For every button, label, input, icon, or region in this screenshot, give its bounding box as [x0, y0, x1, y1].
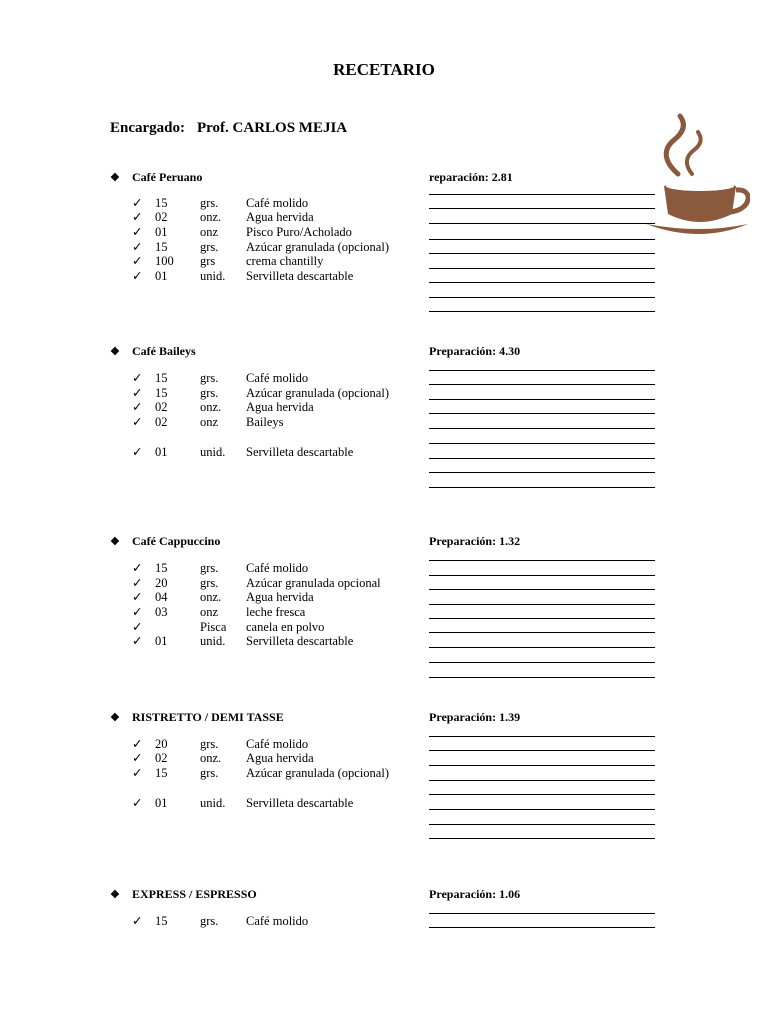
check-mark-icon: ✓	[132, 225, 143, 239]
writing-line	[429, 268, 655, 269]
check-mark-icon: ✓	[132, 269, 143, 283]
check-mark-icon: ✓	[132, 914, 143, 928]
ingredient-unit: grs.	[200, 386, 219, 400]
writing-line	[429, 297, 655, 298]
ingredient-unit: onz.	[200, 400, 222, 414]
writing-line	[429, 780, 655, 781]
ingredient-quantity: 100	[155, 254, 174, 268]
writing-line	[429, 618, 655, 619]
writing-line	[429, 223, 655, 224]
ingredient-description: Azúcar granulada (opcional)	[246, 386, 389, 400]
ingredient-unit: grs.	[200, 196, 219, 210]
ingredient-description: Agua hervida	[246, 400, 314, 414]
ingredient-quantity: 15	[155, 914, 168, 928]
ingredient-description: canela en polvo	[246, 620, 325, 634]
preparation-time: reparación: 2.81	[429, 170, 513, 184]
check-mark-icon: ✓	[132, 590, 143, 604]
ingredient-quantity: 15	[155, 766, 168, 780]
recipe-title: Café Baileys	[132, 344, 196, 358]
ingredient-description: Agua hervida	[246, 210, 314, 224]
document-title: RECETARIO	[333, 60, 435, 79]
ingredient-unit: onz.	[200, 210, 222, 224]
ingredient-unit: grs.	[200, 737, 219, 751]
ingredient-row	[0, 766, 768, 781]
check-mark-icon: ✓	[132, 386, 143, 400]
check-mark-icon: ✓	[132, 766, 143, 780]
ingredient-unit: onz.	[200, 751, 222, 765]
writing-line	[429, 604, 655, 605]
check-mark-icon: ✓	[132, 561, 143, 575]
ingredient-quantity: 03	[155, 605, 168, 619]
ingredient-quantity: 01	[155, 445, 168, 459]
ingredient-quantity: 20	[155, 576, 168, 590]
ingredient-row	[0, 590, 768, 605]
writing-line	[429, 765, 655, 766]
writing-line	[429, 809, 655, 810]
ingredient-description: leche fresca	[246, 605, 306, 619]
writing-line	[429, 239, 655, 240]
ingredient-unit: onz	[200, 605, 219, 619]
check-mark-icon: ✓	[132, 634, 143, 648]
recipe-title: EXPRESS / ESPRESSO	[132, 887, 257, 901]
ingredient-unit: grs.	[200, 561, 219, 575]
check-mark-icon: ✓	[132, 371, 143, 385]
ingredient-description: Baileys	[246, 415, 284, 429]
ingredient-unit: grs.	[200, 576, 219, 590]
ingredient-unit: grs.	[200, 766, 219, 780]
ingredient-description: Azúcar granulada (opcional)	[246, 766, 389, 780]
ingredient-quantity: 02	[155, 400, 168, 414]
writing-line	[429, 253, 655, 254]
writing-line	[429, 647, 655, 648]
check-mark-icon: ✓	[132, 605, 143, 619]
check-mark-icon: ✓	[132, 737, 143, 751]
recipe-name	[110, 710, 284, 725]
ingredient-unit: grs.	[200, 914, 219, 928]
ingredient-description: Agua hervida	[246, 590, 314, 604]
check-mark-icon: ✓	[132, 210, 143, 224]
check-mark-icon: ✓	[132, 400, 143, 414]
recipe-title: RISTRETTO / DEMI TASSE	[132, 710, 284, 724]
ingredient-description: Servilleta descartable	[246, 634, 354, 648]
ingredient-quantity: 15	[155, 196, 168, 210]
writing-line	[429, 208, 655, 209]
ingredient-unit: unid.	[200, 445, 226, 459]
ingredient-description: Pisco Puro/Acholado	[246, 225, 352, 239]
ingredient-description: Café molido	[246, 914, 309, 928]
ingredient-description: Café molido	[246, 737, 309, 751]
writing-line	[429, 384, 655, 385]
manager-name: Prof. CARLOS MEJIA	[197, 120, 348, 136]
ingredient-description: Café molido	[246, 371, 309, 385]
recipe-name	[110, 887, 257, 902]
writing-line	[429, 824, 655, 825]
check-mark-icon: ✓	[132, 751, 143, 765]
ingredient-row	[0, 225, 768, 240]
check-mark-icon: ✓	[132, 576, 143, 590]
writing-line	[429, 443, 655, 444]
diamond-bullet-icon: ❖	[110, 889, 120, 901]
ingredient-description: Café molido	[246, 561, 309, 575]
writing-line	[429, 589, 655, 590]
ingredient-quantity: 01	[155, 269, 168, 283]
recipe-name	[110, 170, 202, 185]
preparation-time: Preparación: 1.06	[429, 887, 521, 901]
writing-line	[429, 282, 655, 283]
ingredient-quantity: 04	[155, 590, 168, 604]
writing-line	[429, 838, 655, 839]
diamond-bullet-icon: ❖	[110, 712, 120, 724]
ingredient-unit: Pisca	[200, 620, 227, 634]
recipe-title: Café Cappuccino	[132, 534, 221, 548]
preparation-time: Preparación: 1.32	[429, 534, 521, 548]
ingredient-quantity: 02	[155, 415, 168, 429]
ingredient-description: Azúcar granulada (opcional)	[246, 240, 389, 254]
manager-line	[110, 120, 347, 137]
ingredient-quantity: 15	[155, 371, 168, 385]
check-mark-icon: ✓	[132, 240, 143, 254]
writing-line	[429, 194, 655, 195]
ingredient-quantity: 01	[155, 796, 168, 810]
ingredient-quantity: 02	[155, 751, 168, 765]
ingredient-unit: unid.	[200, 634, 226, 648]
ingredient-description: Servilleta descartable	[246, 445, 354, 459]
writing-line	[429, 750, 655, 751]
ingredient-description: Café molido	[246, 196, 309, 210]
writing-line	[429, 575, 655, 576]
recipe-name	[110, 344, 196, 359]
writing-line	[429, 913, 655, 914]
writing-line	[429, 428, 655, 429]
diamond-bullet-icon: ❖	[110, 346, 120, 358]
recipe-title: Café Peruano	[132, 170, 203, 184]
writing-line	[429, 472, 655, 473]
writing-line	[429, 413, 655, 414]
ingredient-quantity: 01	[155, 225, 168, 239]
writing-line	[429, 794, 655, 795]
writing-line	[429, 560, 655, 561]
writing-line	[429, 311, 655, 312]
ingredient-unit: grs.	[200, 240, 219, 254]
ingredient-description: Servilleta descartable	[246, 796, 354, 810]
manager-label: Encargado:	[110, 120, 185, 136]
check-mark-icon: ✓	[132, 254, 143, 268]
preparation-time: Preparación: 1.39	[429, 710, 521, 724]
ingredient-unit: onz.	[200, 590, 222, 604]
check-mark-icon: ✓	[132, 445, 143, 459]
check-mark-icon: ✓	[132, 415, 143, 429]
ingredient-row	[0, 254, 768, 269]
ingredient-quantity: 20	[155, 737, 168, 751]
check-mark-icon: ✓	[132, 196, 143, 210]
ingredient-quantity: 15	[155, 561, 168, 575]
writing-line	[429, 458, 655, 459]
writing-line	[429, 662, 655, 663]
ingredient-unit: grs	[200, 254, 216, 268]
ingredient-unit: onz	[200, 225, 219, 239]
ingredient-unit: onz	[200, 415, 219, 429]
writing-line	[429, 632, 655, 633]
ingredient-quantity: 01	[155, 634, 168, 648]
ingredient-quantity: 15	[155, 240, 168, 254]
ingredient-row	[0, 751, 768, 766]
ingredient-row	[0, 561, 768, 576]
writing-line	[429, 399, 655, 400]
writing-line	[429, 927, 655, 928]
ingredient-description: Azúcar granulada opcional	[246, 576, 381, 590]
diamond-bullet-icon: ❖	[110, 536, 120, 548]
check-mark-icon: ✓	[132, 796, 143, 810]
writing-line	[429, 677, 655, 678]
check-mark-icon: ✓	[132, 620, 143, 634]
ingredient-description: Agua hervida	[246, 751, 314, 765]
ingredient-description: crema chantilly	[246, 254, 324, 268]
writing-line	[429, 736, 655, 737]
ingredient-unit: grs.	[200, 371, 219, 385]
ingredient-unit: unid.	[200, 269, 226, 283]
writing-line	[429, 487, 655, 488]
recipe-name	[110, 534, 220, 549]
ingredient-quantity: 15	[155, 386, 168, 400]
ingredient-quantity: 02	[155, 210, 168, 224]
writing-line	[429, 370, 655, 371]
preparation-time: Preparación: 4.30	[429, 344, 521, 358]
ingredient-unit: unid.	[200, 796, 226, 810]
ingredient-description: Servilleta descartable	[246, 269, 354, 283]
diamond-bullet-icon: ❖	[110, 172, 120, 184]
